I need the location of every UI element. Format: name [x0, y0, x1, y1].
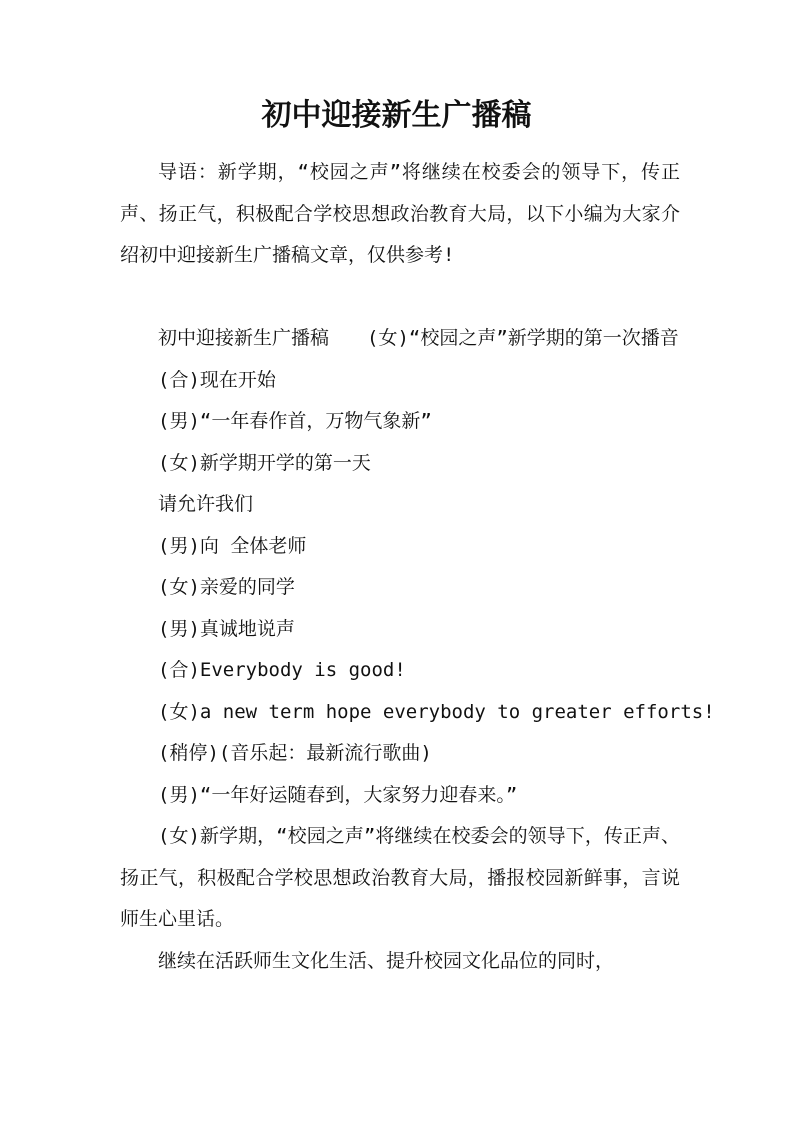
opening-paragraph: 初中迎接新生广播稿 (女)“校园之声”新学期的第一次播音	[158, 327, 679, 349]
script-line: (男)“一年春作首，万物气象新”	[158, 410, 432, 432]
script-line: (男)向 全体老师	[158, 534, 307, 557]
script-line: (合)现在开始	[158, 368, 276, 391]
script-line: (稍停)(音乐起：最新流行歌曲)	[158, 742, 432, 764]
document-title: 初中迎接新生广播稿	[261, 98, 532, 133]
script-line: 请允许我们	[158, 493, 254, 515]
body-paragraph-last: 继续在活跃师生文化生活、提升校园文化品位的同时，	[158, 949, 615, 972]
intro-paragraph: 导语：新学期，“校园之声”将继续在校委会的领导下，传正声、扬正气，积极配合学校思想政治教育大局，以下小编为大家介绍初中迎接新生广播稿文章，仅供参考!	[120, 161, 680, 266]
script-line: (男)真诚地说声	[158, 617, 295, 640]
script-line: (女)新学期开学的第一天	[158, 451, 371, 474]
script-line: (女)亲爱的同学	[158, 576, 295, 598]
body-paragraph: (女)新学期，“校园之声”将继续在校委会的领导下，传正声、扬正气，积极配合学校思想政治教育大局，播报校园新鲜事，言说师生心里话。	[120, 825, 680, 930]
script-line: (女)a new term hope everybody to greater efforts!	[158, 700, 715, 723]
paragraph-spacer	[120, 277, 680, 319]
script-line: (合)Everybody is good!	[158, 659, 406, 681]
script-line: (男)“一年好运随春到，大家努力迎春来。”	[158, 783, 518, 806]
document-body	[120, 152, 715, 982]
